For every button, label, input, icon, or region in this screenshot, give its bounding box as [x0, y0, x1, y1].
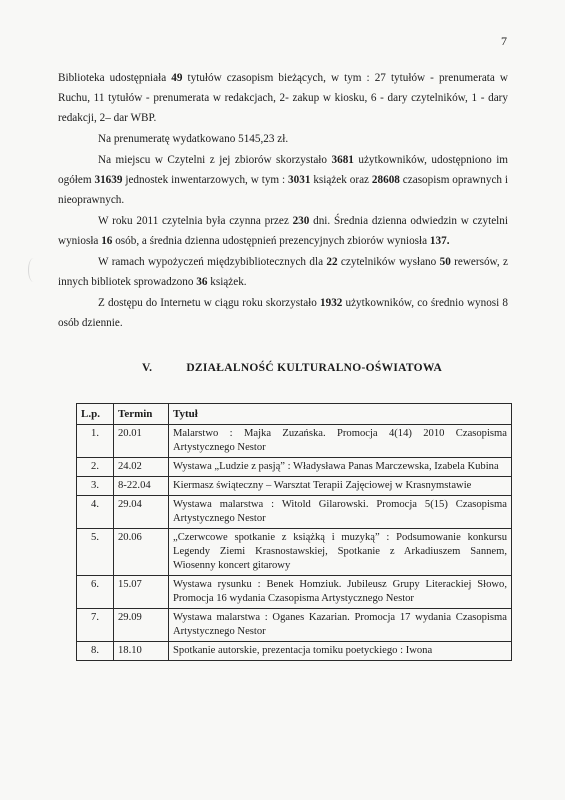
header-tytul: Tytuł	[169, 404, 512, 425]
table-row	[77, 458, 512, 477]
text-run: Na miejscu w Czytelni z jej zbiorów skorzystało	[98, 154, 332, 166]
row-date: 15.07	[114, 576, 169, 609]
row-title: Spotkanie autorskie, prezentacja tomiku poetyckiego : Iwona	[169, 642, 512, 661]
row-number: 5.	[77, 529, 114, 576]
paragraph	[58, 293, 508, 333]
table-row	[77, 642, 512, 661]
bold-figure: 3681	[331, 154, 354, 166]
bold-figure: 31639	[94, 174, 123, 186]
text-run: książek.	[207, 276, 247, 288]
row-date: 29.04	[114, 496, 169, 529]
text-run: osób, a średnia dzienna udostępnień prezencyjnych zbiorów wyniosła	[112, 235, 430, 247]
row-date: 20.06	[114, 529, 169, 576]
text-run: użytkowników, co średnio wynosi 8 osób dziennie.	[58, 297, 508, 329]
row-date: 29.09	[114, 609, 169, 642]
bold-figure: 3031	[288, 174, 311, 186]
paragraph	[58, 150, 508, 210]
row-title: Wystawa malarstwa : Witold Gilarowski. Promocja 5(15) Czasopisma Artystycznego Nestor	[169, 496, 512, 529]
bold-figure: 137.	[429, 235, 450, 247]
bold-figure: 1932	[320, 297, 343, 309]
row-number: 8.	[77, 642, 114, 661]
bold-figure: 230	[292, 215, 310, 227]
text-run: W roku 2011 czytelnia była czynna przez	[98, 215, 293, 227]
bold-figure: 28608	[371, 174, 400, 186]
table-row	[77, 496, 512, 529]
row-date: 20.01	[114, 425, 169, 458]
row-number: 6.	[77, 576, 114, 609]
row-number: 2.	[77, 458, 114, 477]
row-date: 18.10	[114, 642, 169, 661]
bold-figure: 16	[101, 235, 113, 247]
header-lp: L.p.	[77, 404, 114, 425]
text-run: tytułów czasopism bieżących, w tym : 27 tytułów - prenumerata w Ruchu, 11 tytułów - prenumerata w redakcjach, 2- zakup w kiosku, 6 - dary czytelników, 1 - dary redakcji, 2– dar WBP.	[58, 72, 508, 124]
text-run: rewersów, z innych bibliotek sprowadzono	[58, 256, 509, 288]
table-header-row	[77, 404, 512, 425]
row-title: Wystawa rysunku : Benek Homziuk. Jubileusz Grupy Literackiej Słowo, Promocja 16 wydania Czasopisma Artystycznego Nestor	[169, 576, 512, 609]
paragraph	[58, 211, 508, 251]
text-run: dni. Średnia dzienna odwiedzin w czytelni wyniosła	[58, 215, 508, 247]
section-title: DZIAŁALNOŚĆ KULTURALNO-OŚWIATOWA	[186, 362, 443, 374]
text-run: czasopism oprawnych i nieoprawnych.	[58, 174, 509, 206]
header-termin: Termin	[114, 404, 169, 425]
table-row	[77, 576, 512, 609]
text-run: książek oraz	[310, 174, 372, 186]
row-title: Wystawa malarstwa : Oganes Kazarian. Promocja 17 wydania Czasopisma Artystycznego Nestor	[169, 609, 512, 642]
text-run: czytelników wysłano	[337, 256, 440, 268]
bold-figure: 22	[326, 256, 338, 268]
text-run: Na prenumeratę wydatkowano 5145,23 zł.	[98, 133, 289, 145]
table-row	[77, 477, 512, 496]
page-number: 7	[501, 34, 507, 48]
row-title: Malarstwo : Majka Zuzańska. Promocja 4(14) 2010 Czasopisma Artystycznego Nestor	[169, 425, 512, 458]
row-title: „Czerwcowe spotkanie z książką i muzyką” : Podsumowanie konkursu Legendy Ziemi Krasnostawskiej, Spotkanie z Arkadiuszem Sannem, Wiosenny koncert gitarowy	[169, 529, 512, 576]
paragraph	[58, 252, 508, 292]
row-date: 8-22.04	[114, 477, 169, 496]
row-number: 1.	[77, 425, 114, 458]
table-row	[77, 609, 512, 642]
text-run: Biblioteka udostępniała	[58, 72, 172, 84]
row-number: 3.	[77, 477, 114, 496]
row-title: Wystawa „Ludzie z pasją” : Władysława Panas Marczewska, Izabela Kubina	[169, 458, 512, 477]
bold-figure: 36	[196, 276, 208, 288]
text-run: Z dostępu do Internetu w ciągu roku skorzystało	[98, 297, 320, 309]
report-body-text	[58, 68, 508, 334]
paragraph	[58, 129, 508, 149]
scan-margin-mark	[28, 258, 39, 282]
table-row	[77, 529, 512, 576]
cultural-events-table	[76, 403, 512, 661]
section-number: V.	[142, 362, 153, 374]
text-run: użytkowników, udostępniono im ogółem	[58, 154, 508, 186]
text-run: W ramach wypożyczeń międzybibliotecznych dla	[98, 256, 327, 268]
section-heading	[142, 362, 442, 374]
paragraph	[58, 68, 508, 128]
row-number: 7.	[77, 609, 114, 642]
bold-figure: 49	[171, 72, 183, 84]
text-run: jednostek inwentarzowych, w tym :	[122, 174, 289, 186]
row-number: 4.	[77, 496, 114, 529]
table-row	[77, 425, 512, 458]
bold-figure: 50	[439, 256, 451, 268]
row-title: Kiermasz świąteczny – Warsztat Terapii Zajęciowej w Krasnymstawie	[169, 477, 512, 496]
row-date: 24.02	[114, 458, 169, 477]
